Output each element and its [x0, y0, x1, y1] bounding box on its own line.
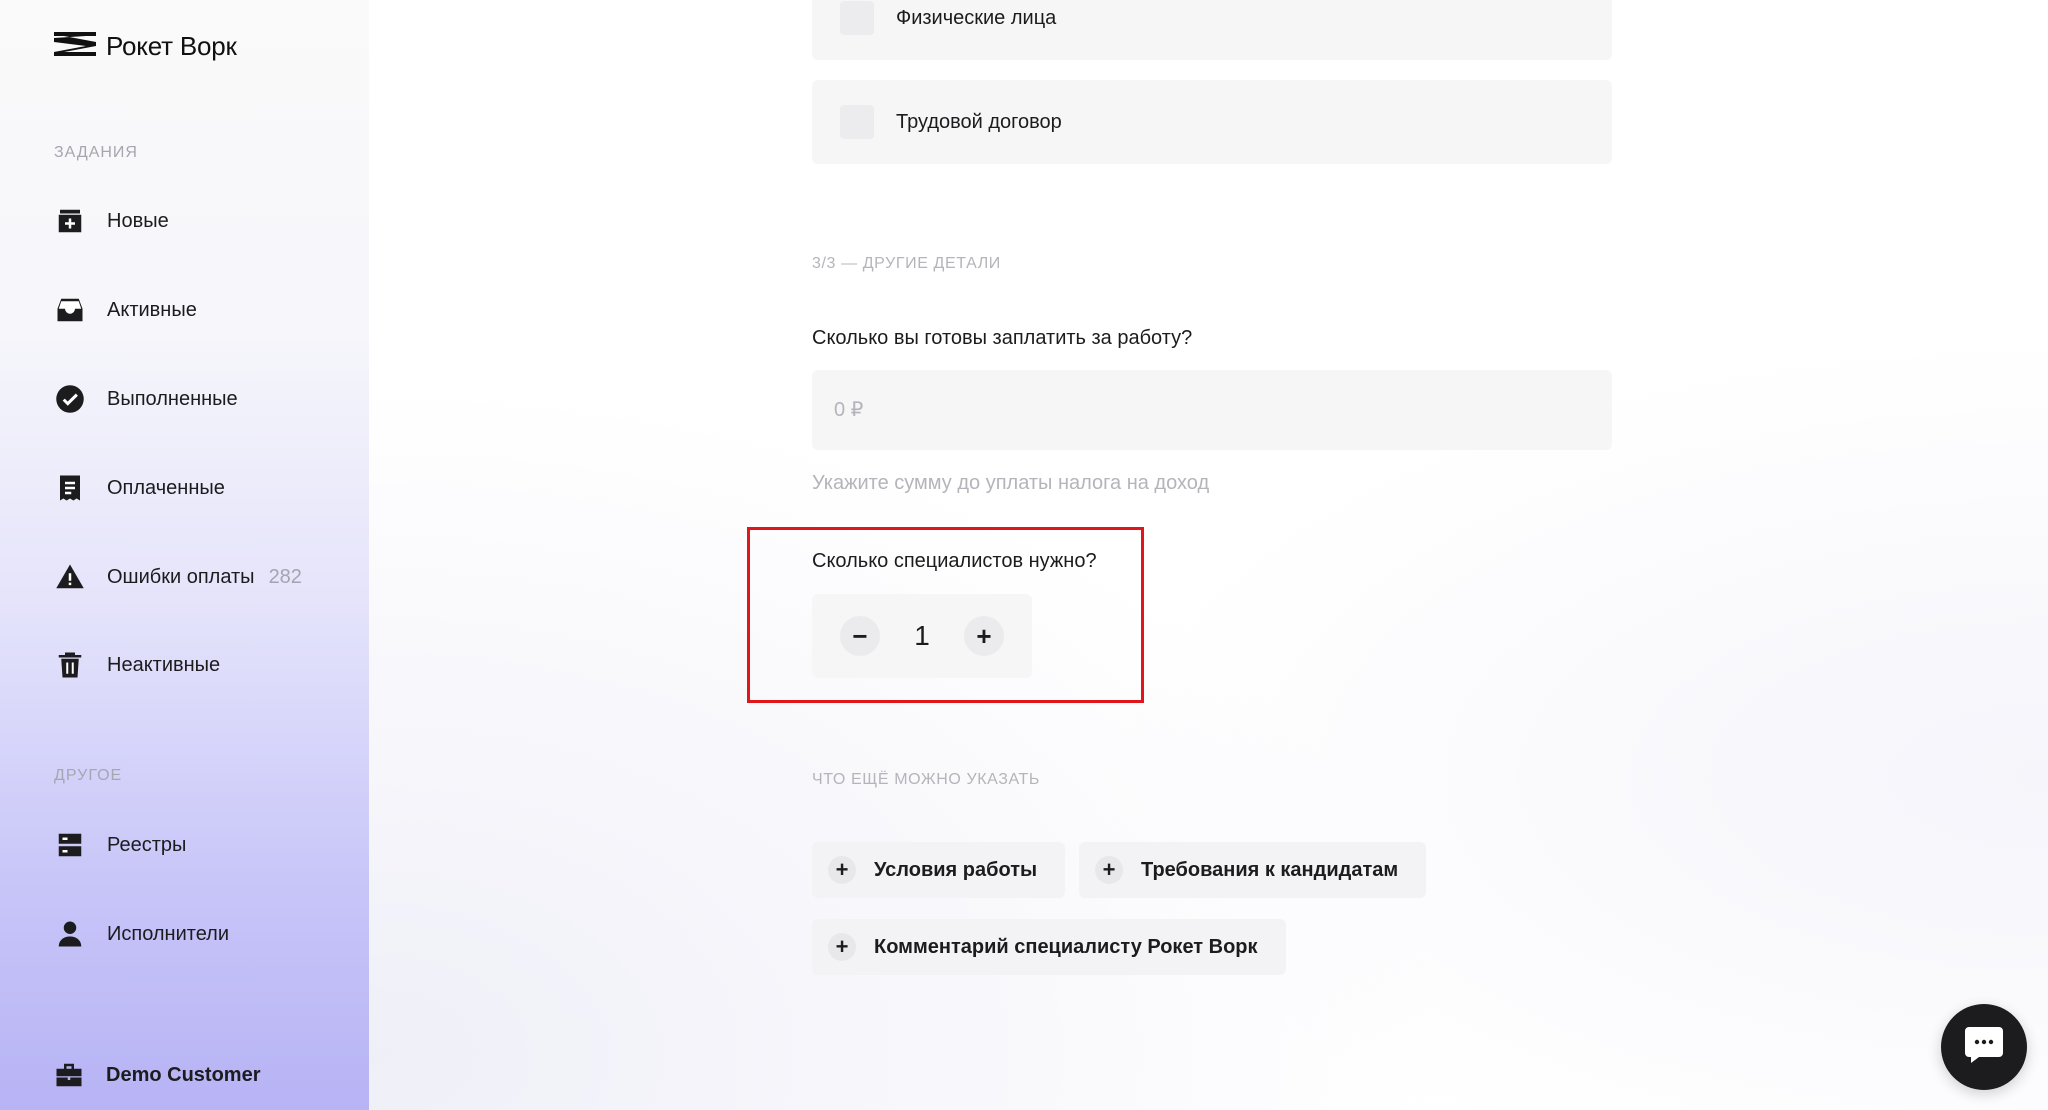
- rocketwork-logo-icon: [52, 29, 98, 64]
- step-title: 3/3 — ДРУГИЕ ДЕТАЛИ: [812, 255, 1001, 272]
- sidebar-item-new[interactable]: [54, 201, 344, 241]
- sidebar-item-paid[interactable]: [54, 468, 344, 508]
- pill-label: Условия работы: [874, 858, 1038, 881]
- sidebar-item-label: Новые: [107, 209, 169, 232]
- price-input[interactable]: [812, 370, 1612, 450]
- payment-errors-count: 282: [268, 565, 302, 588]
- brand-logo[interactable]: [52, 30, 237, 62]
- add-work-conditions-button[interactable]: [812, 842, 1065, 898]
- sidebar-item-completed[interactable]: [54, 379, 344, 419]
- sidebar-item-payment-errors[interactable]: [54, 557, 344, 597]
- sidebar-item-label: Исполнители: [107, 922, 230, 945]
- registry-icon: [54, 829, 86, 861]
- chat-bubble-icon: [1963, 1025, 2005, 1070]
- sidebar-item-executors[interactable]: [54, 914, 344, 954]
- section-title-other: ДРУГОЕ: [54, 767, 123, 784]
- sidebar-item-label: Активные: [107, 298, 197, 321]
- person-icon: [54, 918, 86, 950]
- plus-icon: +: [828, 933, 856, 961]
- checkbox[interactable]: [840, 1, 874, 35]
- plus-icon: +: [828, 856, 856, 884]
- plus-icon: +: [1095, 856, 1123, 884]
- briefcase-icon: [53, 1059, 85, 1091]
- sidebar-item-label: Оплаченные: [107, 476, 225, 499]
- price-hint: Укажите сумму до уплаты налога на доход: [812, 472, 1210, 494]
- option-label: Трудовой договор: [896, 110, 1062, 133]
- sidebar: [0, 0, 369, 1110]
- add-candidate-requirements-button[interactable]: [1079, 842, 1426, 898]
- check-circle-icon: [54, 383, 86, 415]
- checkbox[interactable]: [840, 105, 874, 139]
- customer-name: Demo Customer: [106, 1063, 261, 1086]
- section-title-tasks: ЗАДАНИЯ: [54, 144, 138, 161]
- chat-button[interactable]: [1941, 1004, 2027, 1090]
- inbox-icon: [54, 294, 86, 326]
- option-label: Физические лица: [896, 6, 1057, 29]
- extra-section-title: ЧТО ЕЩЁ МОЖНО УКАЗАТЬ: [812, 771, 1040, 788]
- sidebar-item-label: Реестры: [107, 833, 187, 856]
- add-comment-button[interactable]: [812, 919, 1286, 975]
- new-task-icon: [54, 205, 86, 237]
- brand-name: Рокет Ворк: [106, 30, 237, 61]
- receipt-icon: [54, 472, 86, 504]
- decrement-button[interactable]: −: [840, 616, 880, 656]
- sidebar-item-registries[interactable]: [54, 825, 344, 865]
- pill-label: Комментарий специалисту Рокет Ворк: [874, 935, 1258, 958]
- pill-label: Требования к кандидатам: [1141, 858, 1399, 881]
- increment-button[interactable]: +: [964, 616, 1004, 656]
- sidebar-item-label: Ошибки оплаты: [107, 565, 255, 588]
- specialists-question: Сколько специалистов нужно?: [812, 550, 1097, 572]
- option-individuals[interactable]: [812, 0, 1612, 60]
- option-labor-contract[interactable]: [812, 80, 1612, 164]
- price-question: Сколько вы готовы заплатить за работу?: [812, 327, 1193, 349]
- specialists-count[interactable]: 1: [914, 620, 930, 651]
- trash-icon: [54, 649, 86, 681]
- warning-icon: [54, 561, 86, 593]
- customer-account[interactable]: [53, 1055, 343, 1095]
- specialists-stepper: [812, 594, 1032, 678]
- sidebar-item-inactive[interactable]: [54, 645, 344, 685]
- sidebar-item-label: Неактивные: [107, 653, 221, 676]
- sidebar-item-active[interactable]: [54, 290, 344, 330]
- sidebar-item-label: Выполненные: [107, 387, 238, 410]
